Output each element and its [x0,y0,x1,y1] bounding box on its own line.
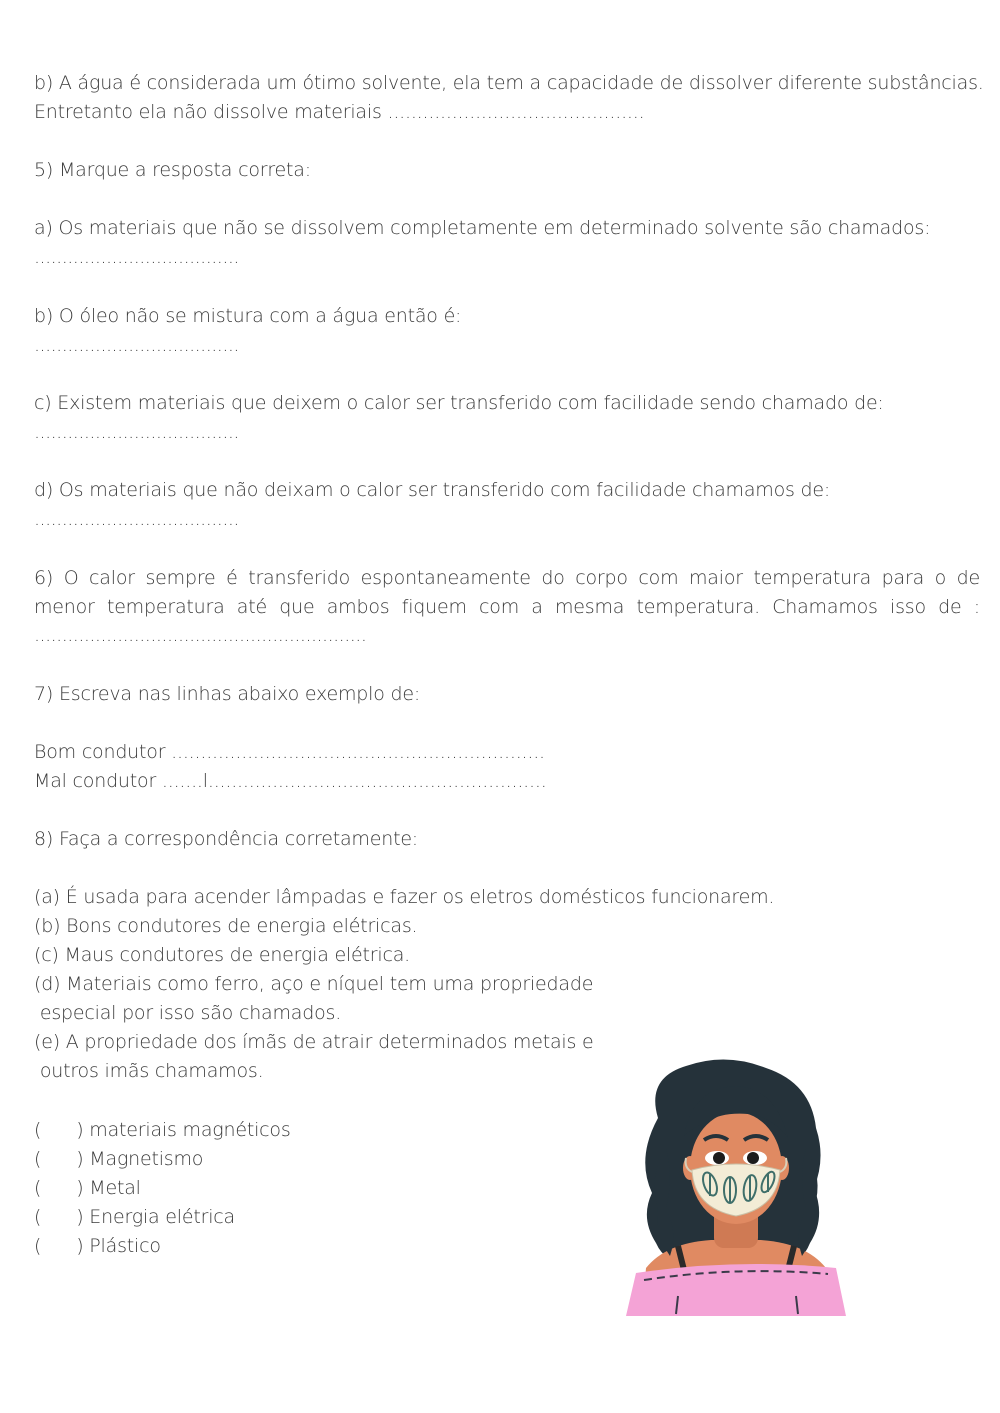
q5b-text: b) O óleo não se mistura com a água então é: [34,305,462,327]
q5d-blank[interactable]: ..................................... [34,508,239,530]
q7-title: 7) Escreva nas linhas abaixo exemplo de: [34,683,421,705]
q5a-text: a) Os materiais que não se dissolvem completamente em determinado solvente são chamados: [34,217,931,239]
q5d-text: d) Os materiais que não deixam o calor ser transferido com facilidade chamamos de: [34,479,831,501]
q7-good-conductor[interactable]: Bom condutor ................................................................ [34,741,545,763]
q4b-line1: b) A água é considerada um ótimo solvente, ela tem a capacidade de dissolver diferente substâncias. [34,72,984,94]
q5a-blank[interactable]: ..................................... [34,246,239,268]
q8-answer-3[interactable]: ( ) Metal [34,1177,141,1199]
left-pupil [713,1152,725,1164]
q8-item-e-line1: (e) A propriedade dos ímãs de atrair determinados metais e [34,1031,594,1053]
q5c-blank[interactable]: ..................................... [34,421,239,443]
q8-answer-4[interactable]: ( ) Energia elétrica [34,1206,235,1228]
q8-title: 8) Faça a correspondência corretamente: [34,828,419,850]
masked-woman-illustration [626,1058,846,1316]
q8-item-e-line2: outros imãs chamamos. [34,1060,264,1082]
q8-answer-2[interactable]: ( ) Magnetismo [34,1148,204,1170]
q8-item-d-line2: especial por isso são chamados. [34,1002,342,1024]
q8-item-d-line1: (d) Materiais como ferro, aço e níquel tem uma propriedade [34,973,594,995]
q5-title: 5) Marque a resposta correta: [34,159,311,181]
q8-answer-1[interactable]: ( ) materiais magnéticos [34,1119,291,1141]
right-pupil [747,1152,759,1164]
q4b-line2: Entretanto ela não dissolve materiais ............................................ [34,101,645,123]
q8-item-a: (a) É usada para acender lâmpadas e fazer os eletros domésticos funcionarem. [34,886,775,908]
q6-line2: menor temperatura até que ambos fiquem com a mesma temperatura. Chamamos isso de : [34,596,980,618]
q6-blank[interactable]: ............................................................ [34,624,367,646]
q5b-blank[interactable]: ..................................... [34,334,239,356]
q6-line1: 6) O calor sempre é transferido espontaneamente do corpo com maior temperatura para o de [34,567,980,589]
q7-bad-conductor[interactable]: Mal condutor .......l.......................................................... [34,770,547,792]
q8-answer-5[interactable]: ( ) Plástico [34,1235,161,1257]
q8-item-b: (b) Bons condutores de energia elétricas. [34,915,418,937]
q8-item-c: (c) Maus condutores de energia elétrica. [34,944,411,966]
q5c-text: c) Existem materiais que deixem o calor ser transferido com facilidade sendo chamado de: [34,392,884,414]
